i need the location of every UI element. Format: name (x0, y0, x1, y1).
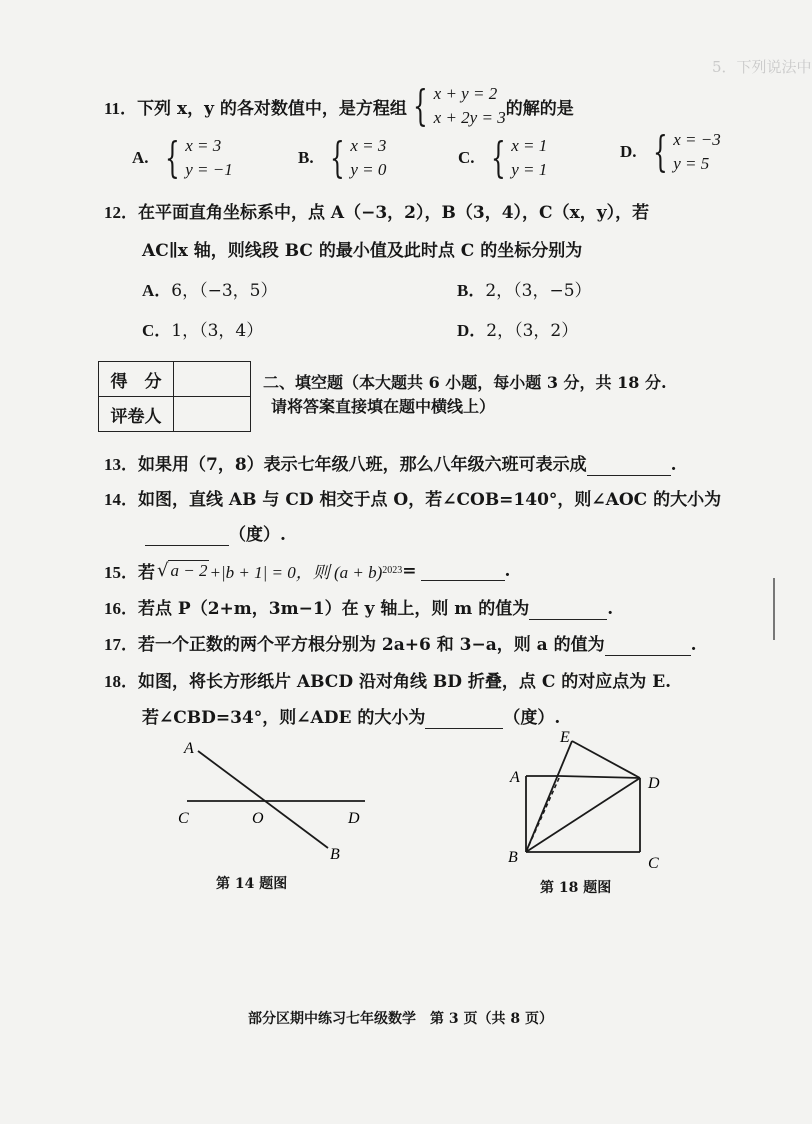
option-row: x = 1 (511, 136, 548, 155)
question-text: 若 (138, 563, 155, 583)
option-b[interactable] (457, 276, 592, 301)
option-row: x = −3 (673, 130, 721, 149)
grader-label: 评卷人 (99, 397, 174, 432)
question-text: 如图，将长方形纸片 ABCD 沿对角线 BD 折叠，点 C 的对应点为 E. (138, 672, 672, 692)
option-d[interactable] (457, 316, 578, 341)
option-text: 6，（−3，5） (171, 281, 278, 301)
question-number: 17． (104, 635, 138, 654)
point-label-c: C (178, 810, 189, 827)
option-a[interactable] (142, 276, 277, 301)
question-18-line2 (142, 703, 560, 729)
figure-14 (170, 735, 380, 870)
period: . (504, 560, 511, 581)
question-text: （度）. (503, 708, 561, 728)
option-row: y = 5 (673, 154, 710, 173)
option-row: x = 3 (350, 136, 387, 155)
question-13 (104, 450, 677, 476)
equation-text: +|b + 1| = 0，则 (a + b) (209, 563, 383, 582)
point-label-d: D (348, 810, 360, 827)
question-number: 18． (104, 672, 138, 691)
point-label-b: B (330, 846, 340, 863)
question-12 (104, 198, 649, 223)
figure-18 (500, 726, 680, 876)
option-label: A． (142, 281, 172, 300)
question-number: 13． (104, 455, 138, 474)
question-16 (104, 594, 613, 620)
margin-mark (773, 578, 775, 640)
option-row: x = 3 (185, 136, 222, 155)
point-label-a: A (510, 769, 520, 786)
question-suffix: 的解的是 (505, 98, 574, 119)
question-text: 若一个正数的两个平方根分别为 2a+6 和 3−a，则 a 的值为 (138, 635, 605, 655)
point-label-c: C (648, 855, 659, 872)
question-17 (104, 630, 697, 656)
option-label: B． (457, 281, 486, 300)
equation-row: x + 2y = 3 (433, 108, 506, 127)
question-text: 下列 x，y 的各对数值中，是方程组 (137, 98, 407, 119)
period: . (690, 635, 697, 655)
question-text: （度）. (229, 525, 286, 545)
option-c[interactable] (142, 316, 263, 341)
option-text: 2，（3，2） (486, 321, 579, 341)
grader-cell[interactable] (174, 397, 251, 432)
question-text: 如果用（7，8）表示七年级八班，那么八年级六班可表示成 (138, 455, 587, 475)
option-label: D． (457, 321, 487, 340)
option-label: C. (458, 148, 475, 167)
answer-blank[interactable] (587, 455, 671, 476)
answer-blank[interactable] (529, 599, 607, 620)
period: . (607, 599, 614, 619)
score-label: 得 分 (99, 362, 174, 397)
point-label-d: D (648, 775, 660, 792)
option-label: D. (620, 142, 637, 161)
option-label: B. (298, 148, 314, 167)
section-heading: 二、填空题（本大题共 6 小题，每小题 3 分，共 18 分. (263, 373, 667, 392)
diagonal-bd (526, 778, 640, 852)
question-number: 14． (104, 490, 138, 509)
answer-blank[interactable] (605, 635, 691, 656)
question-11 (104, 82, 574, 130)
line-ab (198, 751, 328, 848)
option-text: 2，（3，−5） (485, 281, 592, 301)
question-number: 11． (104, 98, 138, 118)
radicand: a − 2 (170, 561, 208, 580)
answer-blank[interactable] (145, 525, 229, 546)
answer-blank[interactable] (425, 708, 503, 729)
question-text: 若点 P（2+m，3m−1）在 y 轴上，则 m 的值为 (138, 599, 530, 619)
edge-ad (560, 776, 640, 778)
question-number: 12． (104, 203, 138, 222)
option-system: { x = −3 y = 5 (652, 127, 721, 176)
page-footer: 部分区期中练习七年级数学 第 3 页（共 8 页） (248, 1011, 553, 1027)
question-number: 16． (104, 599, 138, 618)
question-text: 若∠CBD=34°，则∠ADE 的大小为 (142, 708, 426, 728)
question-14 (104, 485, 721, 510)
score-cell[interactable] (174, 362, 251, 397)
option-text: 1，（3，4） (171, 321, 264, 341)
point-label-e: E (560, 729, 570, 746)
option-row: y = 1 (511, 160, 548, 179)
exponent: 2023 (382, 565, 403, 576)
edge-ed (572, 741, 640, 778)
point-label-b: B (508, 849, 518, 866)
figure-18-caption: 第 18 题图 (540, 880, 612, 896)
question-12-line2: AC∥x 轴，则线段 BC 的最小值及此时点 C 的坐标分别为 (142, 241, 583, 261)
equation-text: = (402, 560, 417, 581)
option-c[interactable] (458, 134, 547, 182)
option-system: { x = 3 y = 0 (329, 133, 387, 182)
option-a[interactable] (132, 134, 233, 182)
score-box (98, 361, 251, 432)
option-system: { x = 1 y = 1 (490, 133, 548, 182)
period: . (670, 455, 677, 475)
point-label-o: O (252, 810, 264, 827)
answer-blank[interactable] (421, 560, 505, 581)
question-text: 如图，直线 AB 与 CD 相交于点 O，若∠COB=140°，则∠AOC 的大小为 (138, 490, 722, 510)
figure-14-caption: 第 14 题图 (216, 876, 288, 892)
point-label-a: A (184, 740, 194, 757)
equation-row: x + y = 2 (433, 84, 498, 103)
option-label: A. (132, 148, 149, 167)
question-14-line2 (145, 520, 286, 546)
edge-be (526, 741, 572, 852)
question-18 (104, 667, 671, 692)
option-row: y = 0 (350, 160, 387, 179)
section-instruction: 请将答案直接填在题中横线上） (271, 397, 496, 416)
option-row: y = −1 (185, 160, 233, 179)
question-15 (104, 558, 510, 583)
option-b[interactable] (298, 134, 386, 182)
equation-system: { x + y = 2 x + 2y = 3 (412, 81, 506, 130)
option-system: { x = 3 y = −1 (164, 133, 233, 182)
question-text: 在平面直角坐标系中，点 A（−3，2），B（3，4），C（x，y），若 (138, 203, 650, 223)
option-label: C． (142, 321, 172, 340)
option-d[interactable] (620, 128, 721, 176)
square-root: √ a − 2 (157, 560, 208, 581)
question-number: 15． (104, 563, 138, 582)
bleed-through-text: 5．下列说法中 (712, 58, 812, 76)
